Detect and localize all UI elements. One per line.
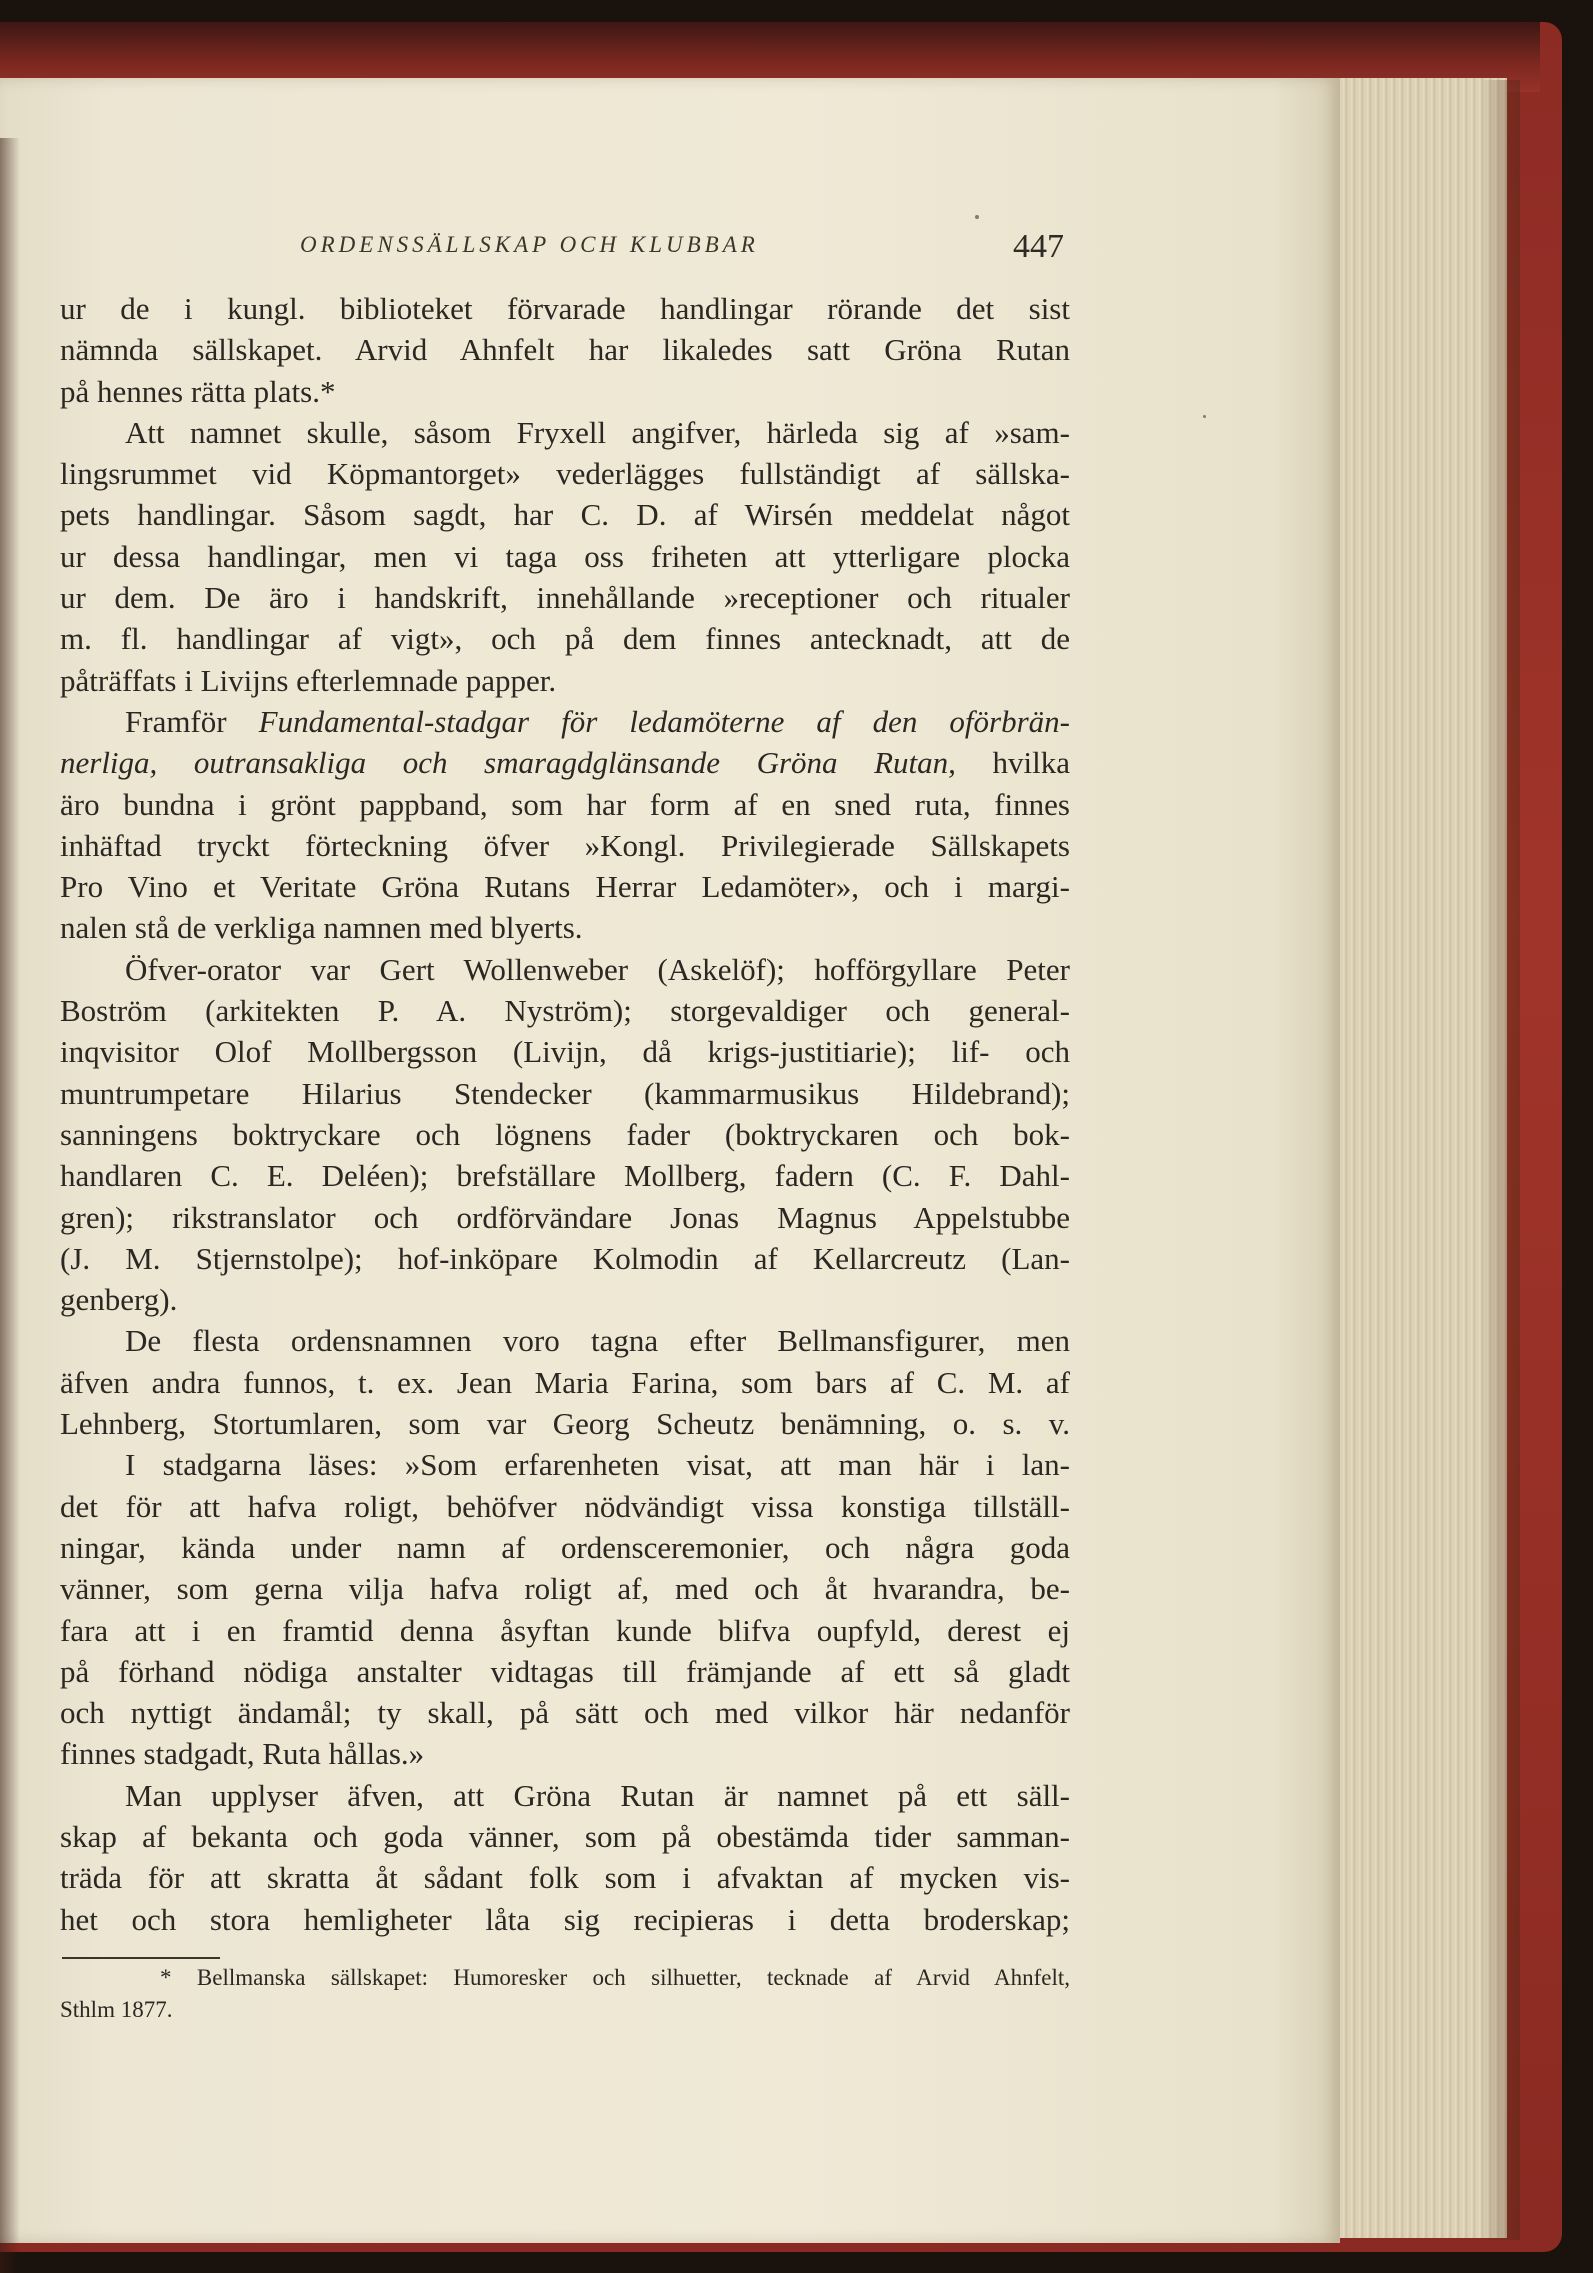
text-segment: hvilka	[955, 745, 1070, 781]
text-segment: Framför	[125, 703, 259, 739]
text-line: och nyttigt ändamål; ty skall, på sätt och med vilkor här nedanför	[60, 1695, 1070, 1731]
text-line: lingsrummet vid Köpmantorget» vederlägges fullständigt af sällska-	[60, 456, 1070, 492]
text-line: på hennes rätta plats.*	[60, 373, 336, 409]
text-line: pets handlingar. Såsom sagdt, har C. D. af Wirsén meddelat något	[60, 497, 1070, 533]
text-line	[60, 742, 1070, 783]
text-line: nämnda sällskapet. Arvid Ahnfelt har likaledes satt Gröna Rutan	[60, 332, 1070, 368]
text-line	[60, 701, 1070, 742]
text-line: genberg).	[60, 1282, 178, 1318]
spine-shadow	[0, 138, 20, 2273]
text-line: het och stora hemligheter låta sig recipieras i detta broderskap;	[60, 1901, 1070, 1937]
text-line: påträffats i Livijns efterlemnade papper.	[60, 662, 557, 698]
text-line: I stadgarna läses: »Som erfarenheten visat, att man här i lan-	[125, 1447, 1070, 1483]
text-line: muntrumpetare Hilarius Stendecker (kammarmusikus Hildebrand);	[60, 1075, 1070, 1111]
footnote-line: * Bellmanska sällskapet: Humoresker och silhuetter, tecknade af Arvid Ahnfelt,	[160, 1965, 1070, 1990]
text-line: gren); rikstranslator och ordförvändare Jonas Magnus Appelstubbe	[60, 1199, 1070, 1235]
text-line: ningar, kända under namn af ordensceremonier, och några goda	[60, 1529, 1070, 1565]
italic-title-segment: nerliga, outransakliga och smaragdglänsande Gröna Rutan,	[60, 745, 956, 781]
text-line: ur dessa handlingar, men vi taga oss friheten att ytterligare plocka	[60, 538, 1070, 574]
body-text	[60, 288, 1070, 1940]
page-number: 447	[1013, 228, 1064, 265]
text-line: m. fl. handlingar af vigt», och på dem finnes antecknadt, att de	[60, 621, 1070, 657]
text-line: skap af bekanta och goda vänner, som på obestämda tider samman-	[60, 1818, 1070, 1854]
text-line: fara att i en framtid denna åsyftan kunde blifva oupfyld, derest ej	[60, 1612, 1070, 1648]
text-line: det för att hafva roligt, behöfver nödvändigt vissa konstiga tillställ-	[60, 1488, 1070, 1524]
text-line: vänner, som gerna vilja hafva roligt af, med och åt hvarandra, be-	[60, 1571, 1070, 1607]
page-edges-shadow	[1480, 80, 1520, 2240]
text-line: ur dem. De äro i handskrift, innehållande »receptioner och ritualer	[60, 580, 1070, 616]
text-line: på förhand nödiga anstalter vidtagas till främjande af ett så gladt	[60, 1653, 1070, 1689]
paper-speck	[1203, 415, 1206, 418]
footnote	[60, 1962, 1070, 2026]
text-line: äro bundna i grönt pappband, som har form af en sned ruta, finnes	[60, 786, 1070, 822]
page-edges	[1315, 78, 1507, 2238]
text-line: inhäftad tryckt förteckning öfver »Kongl. Privilegierade Sällskapets	[60, 827, 1070, 863]
text-line: nalen stå de verkliga namnen med blyerts.	[60, 910, 583, 946]
text-line: finnes stadgadt, Ruta hållas.»	[60, 1736, 425, 1772]
text-line: (J. M. Stjernstolpe); hof-inköpare Kolmodin af Kellarcreutz (Lan-	[60, 1240, 1070, 1276]
text-line: Boström (arkitekten P. A. Nyström); storgevaldiger och general-	[60, 993, 1070, 1029]
text-line: Pro Vino et Veritate Gröna Rutans Herrar Ledamöter», och i margi-	[60, 869, 1070, 905]
text-line: inqvisitor Olof Mollbergsson (Livijn, då krigs-justitiarie); lif- och	[60, 1034, 1070, 1070]
text-line: De flesta ordensnamnen voro tagna efter Bellmansfigurer, men	[125, 1323, 1070, 1359]
text-line: sanningens boktryckare och lögnens fader (boktryckaren och bok-	[60, 1116, 1070, 1152]
italic-title-segment: Fundamental-stadgar för ledamöterne af den oförbrän-	[258, 703, 1070, 739]
text-line: Öfver-orator var Gert Wollenweber (Askelöf); hofförgyllare Peter	[125, 951, 1070, 987]
footnote-rule	[62, 1957, 220, 1959]
paper-speck	[975, 215, 979, 219]
footnote-line: Sthlm 1877.	[60, 1997, 173, 2022]
text-line: Man upplyser äfven, att Gröna Rutan är namnet på ett säll-	[125, 1777, 1070, 1813]
text-line: äfven andra funnos, t. ex. Jean Maria Farina, som bars af C. M. af	[60, 1364, 1070, 1400]
text-line: Lehnberg, Stortumlaren, som var Georg Scheutz benämning, o. s. v.	[60, 1406, 1070, 1442]
text-line: Att namnet skulle, såsom Fryxell angifver, härleda sig af »sam-	[125, 414, 1070, 450]
text-line: träda för att skratta åt sådant folk som i afvaktan af mycken vis-	[60, 1860, 1070, 1896]
running-head: ORDENSSÄLLSKAP OCH KLUBBAR	[300, 232, 759, 257]
text-line: handlaren C. E. Deléen); brefställare Mollberg, fadern (C. F. Dahl-	[60, 1158, 1070, 1194]
text-line: ur de i kungl. biblioteket förvarade handlingar rörande det sist	[60, 291, 1070, 326]
